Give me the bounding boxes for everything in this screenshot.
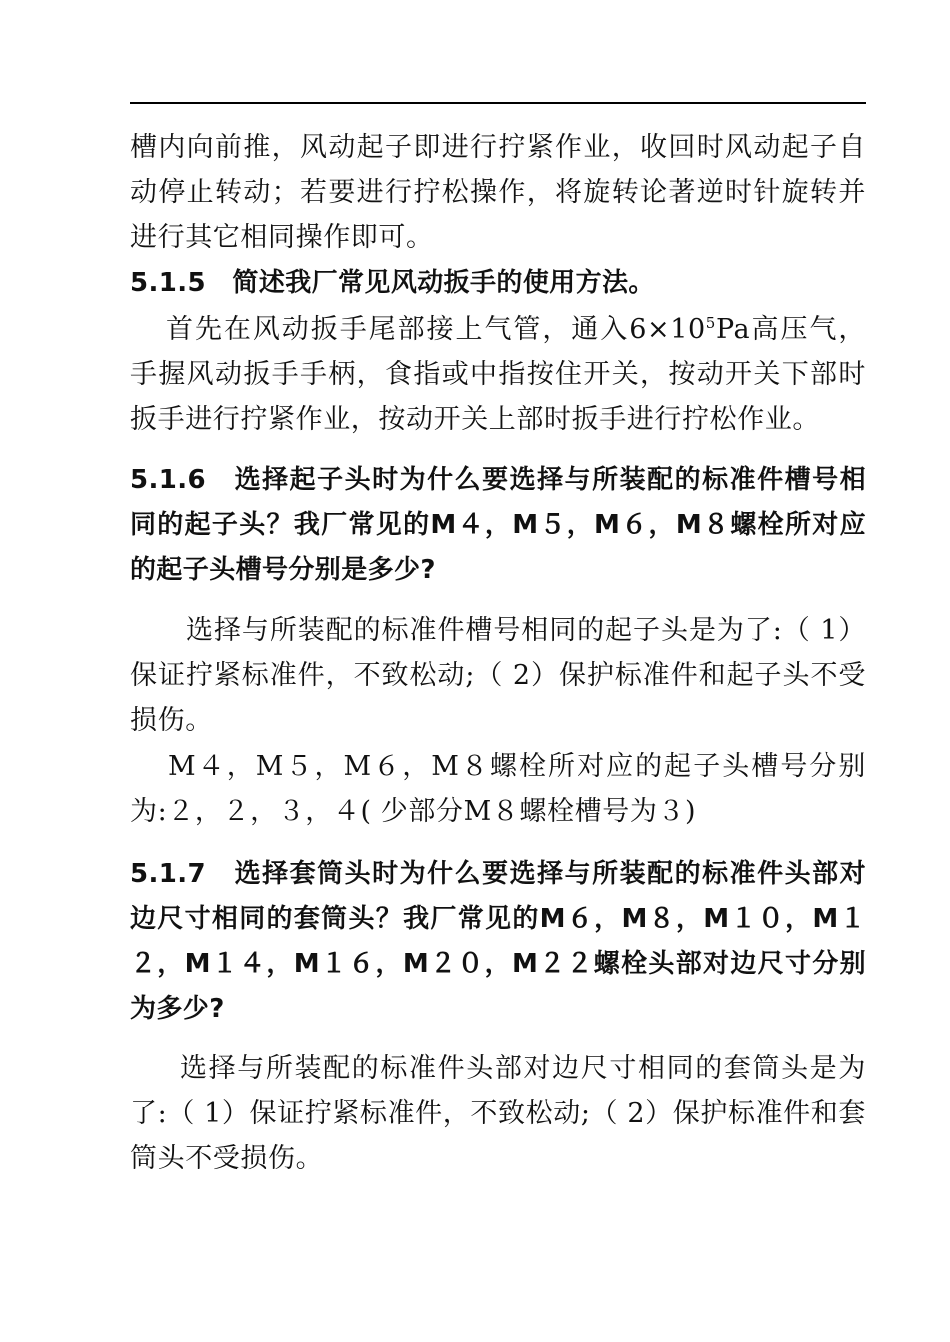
heading-5-1-6: 5.1.6 选择起子头时为什么要选择与所装配的标准件槽号相同的起子头？我厂常见的M４，M５，M６，M８螺栓所对应的起子头槽号分别是多少? — [130, 465, 866, 585]
paragraph-continuation: 槽内向前推，风动起子即进行拧紧作业，收回时风动起子自动停止转动；若要进行拧松操作，将旋转论著逆时针旋转并进行其它相同操作即可。 — [130, 132, 866, 253]
header-rule — [130, 102, 866, 104]
exponent: 5 — [705, 314, 716, 332]
paragraph-wrench-usage — [130, 307, 866, 442]
heading-5-1-5: 5.1.5 简述我厂常见风动扳手的使用方法。 — [130, 268, 655, 298]
paragraph-screwdriver-reason: 选择与所装配的标准件槽号相同的起子头是为了:（ 1）保证拧紧标准件，不致松动;（ 2）保护标准件和起子头不受损伤。 — [130, 615, 866, 736]
heading-5-1-7: 5.1.7 选择套筒头时为什么要选择与所装配的标准件头部对边尺寸相同的套筒头？我厂常见的M６，M８，M１０，M１２，M１４，M１６，M２０，M２２螺栓头部对边尺寸分别为多少? — [130, 859, 866, 1024]
paragraph-socket-reason: 选择与所装配的标准件头部对边尺寸相同的套筒头是为了:（ 1）保证拧紧标准件，不致松动;（ 2）保护标准件和套筒头不受损伤。 — [130, 1053, 866, 1174]
paragraph-wrench-usage-part1: 首先在风动扳手尾部接上气管，通入6×10 — [166, 314, 706, 345]
paragraph-wrench-usage-part2: Pa高压气，手握风动扳手手柄，食指或中指按住开关，按动开关下部时扳手进行拧紧作业，按动开关上部时扳手进行拧松作业。 — [130, 314, 866, 435]
paragraph-screwdriver-sizes: M４，M５，M６，M８螺栓所对应的起子头槽号分别为:２，２，３，４( 少部分M８螺栓槽号为３) — [130, 751, 866, 827]
